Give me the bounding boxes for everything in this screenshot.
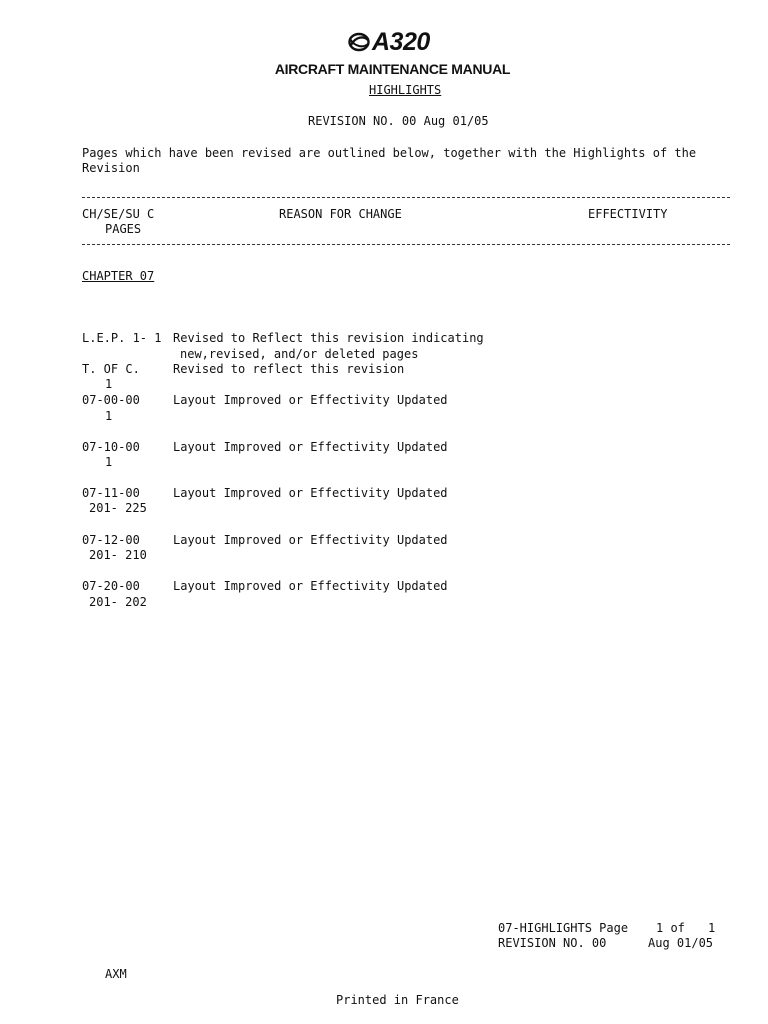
entry-pages: 201- 210 — [89, 548, 147, 562]
col-chsesu: CH/SE/SU C — [82, 207, 155, 221]
bottom-rule — [82, 244, 730, 245]
airbus-swirl-icon — [348, 32, 370, 52]
intro-line-1: Pages which have been revised are outlined below, together with the Highlights of the — [82, 146, 697, 160]
footer-code: AXM — [105, 967, 127, 981]
chapter-heading: CHAPTER 07 — [82, 269, 155, 283]
logo-text: A320 — [372, 28, 430, 56]
col-reason: REASON FOR CHANGE — [279, 207, 402, 221]
entry-reason-cont: new,revised, and/or deleted pages — [180, 347, 419, 361]
col-effectivity: EFFECTIVITY — [588, 207, 668, 221]
entry-reason: Revised to reflect this revision — [173, 362, 405, 376]
intro-line-2: Revision — [82, 161, 140, 175]
entry-code: 07-12-00 — [82, 533, 140, 547]
entry-reason: Layout Improved or Effectivity Updated — [173, 579, 448, 593]
revision-line: REVISION NO. 00 Aug 01/05 — [308, 114, 489, 128]
entry-pages: 201- 225 — [89, 501, 147, 515]
entry-code: L.E.P. 1- 1 — [82, 331, 162, 345]
entry-pages: 1 — [105, 409, 113, 423]
footer-page-number: 1 of — [656, 921, 685, 935]
entry-code: 07-11-00 — [82, 486, 140, 500]
entry-code: 07-20-00 — [82, 579, 140, 593]
entry-pages: 1 — [105, 455, 113, 469]
entry-reason: Layout Improved or Effectivity Updated — [173, 393, 448, 407]
entry-pages: 201- 202 — [89, 595, 147, 609]
entry-reason: Layout Improved or Effectivity Updated — [173, 486, 448, 500]
footer-page-label: 07-HIGHLIGHTS Page — [498, 921, 629, 935]
entry-code: 07-10-00 — [82, 440, 140, 454]
entry-pages: 1 — [105, 377, 113, 391]
footer-printed: Printed in France — [336, 993, 459, 1007]
a320-logo — [348, 28, 430, 56]
entry-reason: Layout Improved or Effectivity Updated — [173, 440, 448, 454]
footer-revision-date: Aug 01/05 — [648, 936, 714, 950]
footer-page-total: 1 — [708, 921, 716, 935]
footer-revision-label: REVISION NO. 00 — [498, 936, 607, 950]
entry-reason: Layout Improved or Effectivity Updated — [173, 533, 448, 547]
top-rule — [82, 197, 730, 198]
entry-code: 07-00-00 — [82, 393, 140, 407]
col-pages: PAGES — [105, 222, 142, 236]
entry-reason: Revised to Reflect this revision indicating — [173, 331, 484, 345]
manual-title: AIRCRAFT MAINTENANCE MANUAL — [274, 61, 511, 77]
entry-code: T. OF C. — [82, 362, 140, 376]
highlights-title: HIGHLIGHTS — [369, 83, 442, 97]
